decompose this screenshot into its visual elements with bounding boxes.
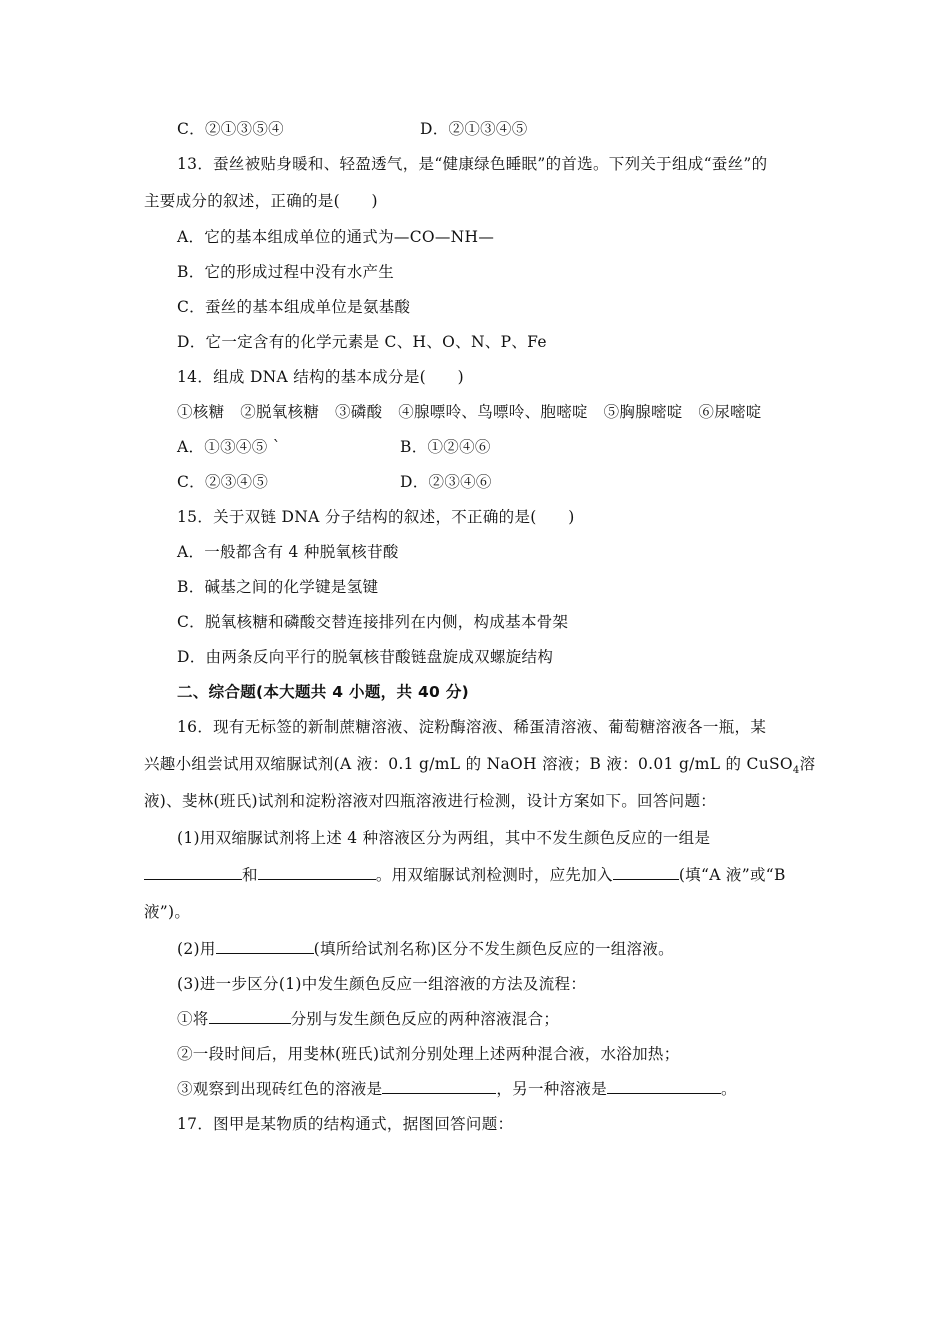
q16-step3-end: 。 [721, 1080, 737, 1098]
q15-stem: 15．关于双链 DNA 分子结构的叙述，不正确的是( ) [177, 508, 575, 526]
q16-part1-end: (填“A 液”或“B [678, 866, 786, 884]
q16-step3-mid: ，另一种溶液是 [496, 1080, 608, 1098]
q16-part2 [177, 938, 674, 960]
q16-part1-line1: (1)用双缩脲试剂将上述 4 种溶液区分为两组，其中不发生颜色反应的一组是 [177, 829, 711, 847]
q13-stem-line2: 主要成分的叙述，正确的是( ) [144, 192, 378, 210]
q16-step1-end: 分别与发生颜色反应的两种溶液混合； [290, 1010, 560, 1028]
q16-step2: ②一段时间后，用斐林(班氏)试剂分别处理上述两种混合液，水浴加热； [177, 1045, 680, 1063]
answer-blank-4[interactable] [216, 939, 314, 954]
answer-blank-5[interactable] [209, 1009, 291, 1024]
q16-step1 [177, 1008, 559, 1030]
q16-part1-line3: 液”)。 [144, 903, 191, 921]
q14-stem: 14．组成 DNA 结构的基本成分是( ) [177, 368, 464, 386]
q16-stem-line1: 16．现有无标签的新制蔗糖溶液、淀粉酶溶液、稀蛋清溶液、葡萄糖溶液各一瓶，某 [177, 718, 767, 736]
q16-part2-start: (2)用 [177, 940, 216, 958]
q13-option-a: A．它的基本组成单位的通式为—CO—NH— [177, 228, 495, 246]
q13-option-b: B．它的形成过程中没有水产生 [177, 263, 395, 281]
q16-stem-line3: 液)、斐林(班氏)试剂和淀粉溶液对四瓶溶液进行检测，设计方案如下。回答问题： [144, 792, 717, 810]
q16-line2-text: 兴趣小组尝试用双缩脲试剂(A 液：0.1 g/mL 的 NaOH 溶液；B 液：0.01 g/mL 的 CuSO [144, 755, 793, 773]
q13-stem-line1: 13．蚕丝被贴身暖和、轻盈透气，是“健康绿色睡眠”的首选。下列关于组成“蚕丝”的 [177, 155, 768, 173]
q16-line2-subscript: 4 [792, 765, 800, 777]
q15-option-a: A．一般都含有 4 种脱氧核苷酸 [177, 543, 399, 561]
q16-step3 [177, 1078, 737, 1100]
q16-part2-end: (填所给试剂名称)区分不发生颜色反应的一组溶液。 [313, 940, 674, 958]
q14-option-a: A．①③④⑤ ` [177, 438, 281, 456]
q13-option-d: D．它一定含有的化学元素是 C、H、O、N、P、Fe [177, 333, 547, 351]
answer-blank-2[interactable] [258, 865, 376, 880]
q13-option-c: C．蚕丝的基本组成单位是氨基酸 [177, 298, 411, 316]
q16-part1-mid: 。用双缩脲试剂检测时，应先加入 [375, 866, 613, 884]
q14-option-c: C．②③④⑤ [177, 473, 269, 491]
q12-option-c: C．②①③⑤④ [177, 120, 284, 138]
q15-option-b: B．碱基之间的化学键是氢键 [177, 578, 379, 596]
q15-option-d: D．由两条反向平行的脱氧核苷酸链盘旋成双螺旋结构 [177, 648, 554, 666]
section-heading: 二、综合题(本大题共 4 小题，共 40 分) [177, 683, 470, 701]
q16-part1-line2 [144, 864, 786, 886]
q16-stem-line2 [144, 753, 815, 775]
q16-line2-end: 溶 [799, 755, 816, 773]
q12-option-d: D．②①③④⑤ [420, 120, 528, 138]
q14-option-d: D．②③④⑥ [400, 473, 492, 491]
q16-step3-start: ③观察到出现砖红色的溶液是 [177, 1080, 383, 1098]
q17-stem: 17．图甲是某物质的结构通式，据图回答问题： [177, 1115, 514, 1133]
answer-blank-3[interactable] [613, 865, 679, 880]
q14-option-b: B．①②④⑥ [400, 438, 491, 456]
answer-blank-6[interactable] [382, 1079, 496, 1094]
answer-blank-7[interactable] [607, 1079, 721, 1094]
q14-items: ①核糖 ②脱氧核糖 ③磷酸 ④腺嘌呤、鸟嘌呤、胞嘧啶 ⑤胸腺嘧啶 ⑥尿嘧啶 [177, 403, 762, 421]
answer-blank-1[interactable] [144, 865, 242, 880]
q15-option-c: C．脱氧核糖和磷酸交替连接排列在内侧，构成基本骨架 [177, 613, 569, 631]
q16-part3: (3)进一步区分(1)中发生颜色反应一组溶液的方法及流程： [177, 975, 587, 993]
q16-part1-and: 和 [242, 866, 258, 884]
q16-step1-start: ①将 [177, 1010, 209, 1028]
